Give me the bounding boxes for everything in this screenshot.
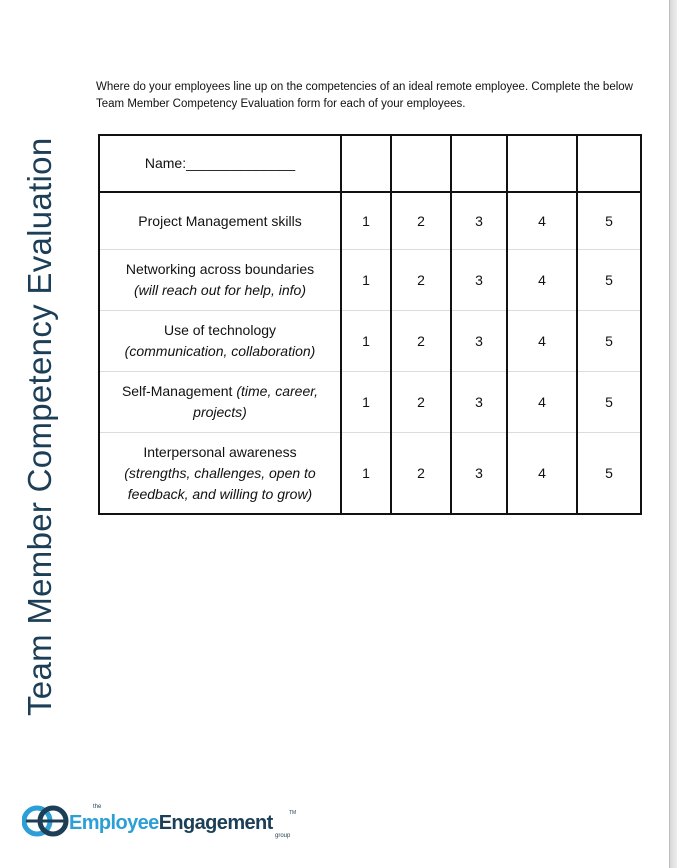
table-row xyxy=(99,250,641,311)
table-header-row xyxy=(99,135,641,192)
score-cell[interactable]: 5 xyxy=(577,192,641,250)
competency-detail: (time, career, projects) xyxy=(193,383,319,420)
table-row xyxy=(99,311,641,372)
logo-wordmark xyxy=(69,811,273,835)
score-cell[interactable]: 3 xyxy=(451,311,507,372)
header-cell-empty xyxy=(341,135,391,192)
competency-label xyxy=(99,192,341,250)
competency-detail: (communication, collaboration) xyxy=(124,343,316,359)
score-cell[interactable]: 1 xyxy=(341,250,391,311)
score-cell[interactable]: 4 xyxy=(507,433,577,515)
score-cell[interactable]: 4 xyxy=(507,311,577,372)
score-cell[interactable]: 4 xyxy=(507,250,577,311)
header-cell-empty xyxy=(577,135,641,192)
table-row xyxy=(99,372,641,433)
score-cell[interactable]: 2 xyxy=(391,192,451,250)
table-row xyxy=(99,192,641,250)
competency-name: Use of technology xyxy=(163,322,277,338)
score-cell[interactable]: 1 xyxy=(341,192,391,250)
logo-word-employee: Employee xyxy=(69,812,159,834)
table-row xyxy=(99,433,641,515)
score-cell[interactable]: 3 xyxy=(451,192,507,250)
competency-detail: (strengths, challenges, open to feedback, and willing to grow) xyxy=(124,464,316,502)
intro-text: Where do your employees line up on the competencies of an ideal remote employee. Complete the below Team Member Competency Evaluation form for each of your employees. xyxy=(96,81,633,110)
header-cell-empty xyxy=(391,135,451,192)
score-cell[interactable]: 5 xyxy=(577,311,641,372)
competency-label xyxy=(99,433,341,515)
score-cell[interactable]: 4 xyxy=(507,192,577,250)
score-cell[interactable]: 2 xyxy=(391,372,451,433)
competency-name: Project Management skills xyxy=(138,212,302,229)
score-cell[interactable]: 2 xyxy=(391,433,451,515)
competency-label xyxy=(99,311,341,372)
competency-name: Interpersonal awareness xyxy=(143,443,297,460)
score-cell[interactable]: 2 xyxy=(391,250,451,311)
score-cell[interactable]: 5 xyxy=(577,372,641,433)
logo-group: group xyxy=(275,833,291,839)
page-edge xyxy=(669,0,677,868)
score-cell[interactable]: 1 xyxy=(341,372,391,433)
score-cell[interactable]: 3 xyxy=(451,250,507,311)
logo-word-engagement: Engagement xyxy=(158,812,273,834)
page-title: Team Member Competency Evaluation xyxy=(21,137,58,716)
score-cell[interactable]: 3 xyxy=(451,372,507,433)
header-cell-empty xyxy=(451,135,507,192)
company-logo xyxy=(22,800,322,844)
score-cell[interactable]: 4 xyxy=(507,372,577,433)
competency-label xyxy=(99,250,341,311)
name-field[interactable]: Name:______________ xyxy=(99,135,341,192)
score-cell[interactable]: 1 xyxy=(341,311,391,372)
interlocking-rings-icon xyxy=(22,800,70,842)
competency-label xyxy=(99,372,341,433)
logo-the: the xyxy=(93,804,102,810)
competency-name: Networking across boundaries xyxy=(125,261,315,277)
score-cell[interactable]: 1 xyxy=(341,433,391,515)
header-cell-empty xyxy=(507,135,577,192)
score-cell[interactable]: 5 xyxy=(577,250,641,311)
competency-name: Self-Management xyxy=(121,383,237,399)
score-cell[interactable]: 5 xyxy=(577,433,641,515)
logo-trademark: TM xyxy=(289,810,297,816)
competency-detail: (will reach out for help, info) xyxy=(134,282,306,298)
evaluation-table xyxy=(98,134,642,515)
score-cell[interactable]: 3 xyxy=(451,433,507,515)
score-cell[interactable]: 2 xyxy=(391,311,451,372)
